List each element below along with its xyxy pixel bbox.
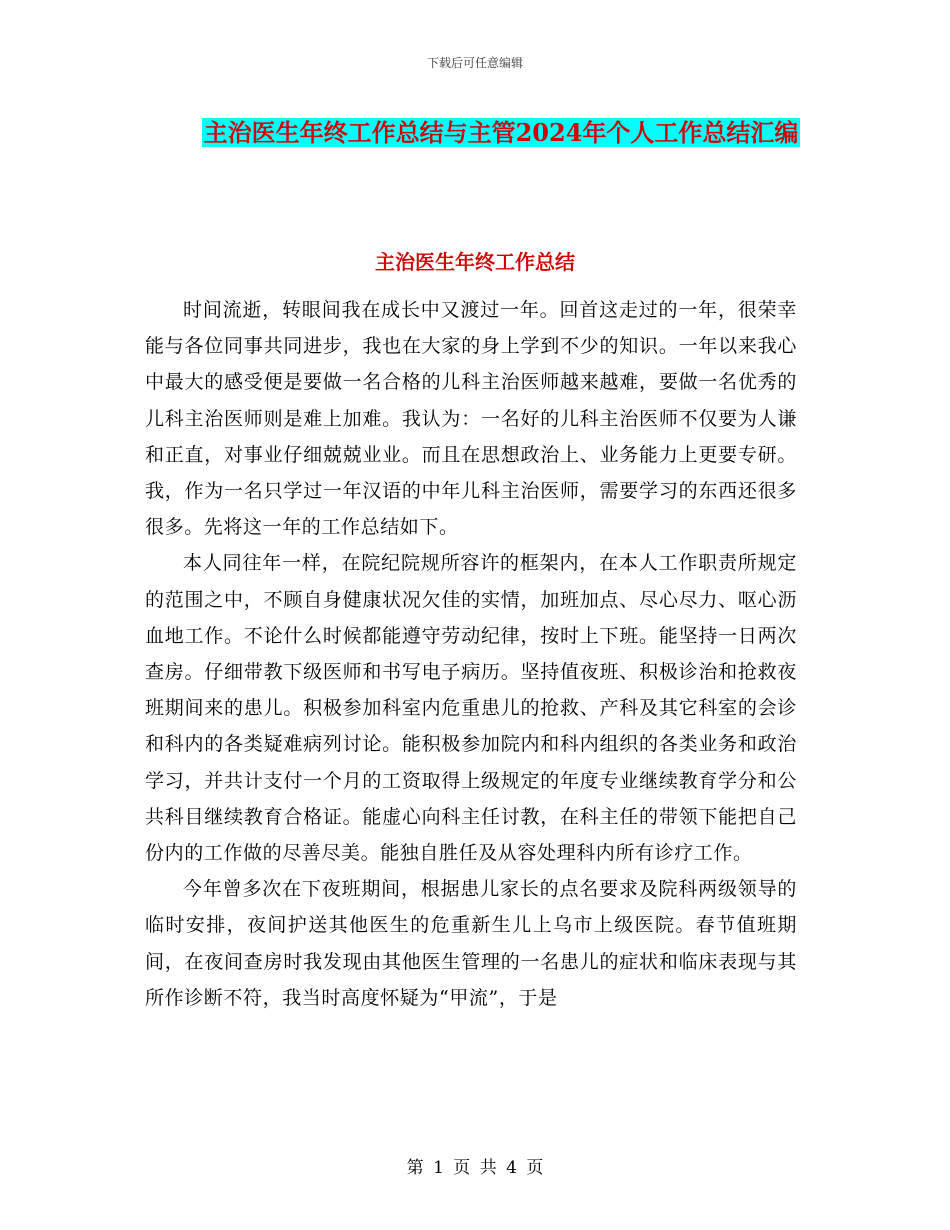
document-title	[186, 112, 816, 154]
paragraph: 本人同往年一样，在院纪院规所容许的框架内，在本人工作职责所规定的范围之中，不顾自身健康状况欠佳的实情，加班加点、尽心尽力、呕心沥血地工作。不论什么时候都能遵守劳动纪律，按时上下班。能坚持一日两次查房。仔细带教下级医师和书写电子病历。坚持值夜班、积极诊治和抢救夜班期间来的患儿。积极参加科室内危重患儿的抢救、产科及其它科室的会诊和科内的各类疑难病列讨论。能积极参加院内和科内组织的各类业务和政治学习，并共计支付一个月的工资取得上级规定的年度专业继续教育学分和公共科目继续教育合格证。能虚心向科主任讨教，在科主任的带领下能把自己份内的工作做的尽善尽美。能独自胜任及从容处理科内所有诊疗工作。	[145, 552, 797, 865]
page-header-note: 下载后可任意编辑	[426, 56, 523, 70]
paragraph: 今年曾多次在下夜班期间，根据患儿家长的点名要求及院科两级领导的临时安排，夜间护送其他医生的危重新生儿上乌市上级医院。春节值班期间，在夜间查房时我发现由其他医生管理的一名患儿的症状和临床表现与其所作诊断不符，我当时高度怀疑为“甲流”，于是	[145, 878, 797, 1009]
section-title: 主治医生年终工作总结	[375, 250, 575, 274]
document-title-text: 主治医生年终工作总结与主管2024年个人工作总结汇编	[203, 118, 799, 147]
body-text	[145, 292, 797, 1016]
paragraph: 时间流逝，转眼间我在成长中又渡过一年。回首这走过的一年，很荣幸能与各位同事共同进步，我也在大家的身上学到不少的知识。一年以来我心中最大的感受便是要做一名合格的儿科主治医师越来越难，要做一名优秀的儿科主治医师则是难上加难。我认为：一名好的儿科主治医师不仅要为人谦和正直，对事业仔细兢兢业业。而且在思想政治上、业务能力上更要专研。我，作为一名只学过一年汉语的中年儿科主治医师，需要学习的东西还很多很多。先将这一年的工作总结如下。	[145, 299, 797, 539]
page-footer: 第 1 页 共 4 页	[406, 1158, 544, 1178]
